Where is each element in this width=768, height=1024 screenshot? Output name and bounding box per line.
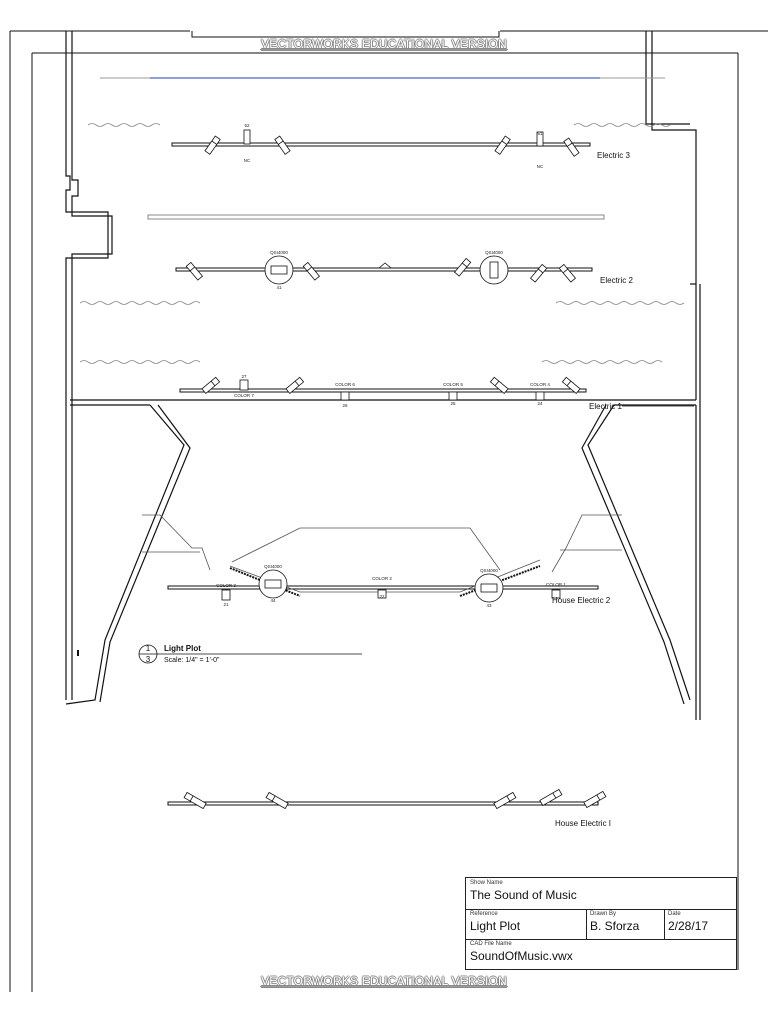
date-label: Date xyxy=(668,911,681,917)
drawing-number: 1 xyxy=(145,644,151,653)
date-value: 2/28/17 xyxy=(668,919,709,933)
hanging-point xyxy=(379,263,391,268)
unit-color: COLOR 2 xyxy=(372,576,392,581)
reference-label: Reference xyxy=(470,911,498,917)
instrument-labels xyxy=(216,123,566,608)
ers-instrument xyxy=(531,264,547,282)
moving-light xyxy=(480,256,508,284)
ers-instrument xyxy=(559,264,575,282)
electric-3-label: Electric 3 xyxy=(597,151,630,160)
show-name-label: Show Name xyxy=(470,880,503,886)
unit-number: 25 xyxy=(450,401,456,406)
house-electric-2-label: House Electric 2 xyxy=(552,596,611,605)
drawing-title: Light Plot xyxy=(164,644,201,653)
unit-mark: QSI4000 xyxy=(480,568,498,573)
drawn-by-label: Drawn By xyxy=(590,911,617,917)
electric-labels xyxy=(552,151,633,828)
unit-number: 43 xyxy=(486,603,492,608)
ers-instrument xyxy=(266,792,288,808)
masking-borders xyxy=(80,124,684,364)
cyc-light xyxy=(222,590,230,600)
cyc-light xyxy=(240,380,248,390)
moving-light xyxy=(259,570,287,598)
cyc-light xyxy=(341,392,349,400)
electric-1-label: Electric 1 xyxy=(589,402,622,411)
unit-number: 44 xyxy=(270,598,276,603)
unit-mark: QSI4000 xyxy=(270,250,288,255)
unit-note: NC xyxy=(536,164,544,169)
ers-instrument xyxy=(494,792,516,808)
unit-color: COLOR 6 xyxy=(335,382,355,387)
moving-light xyxy=(475,574,503,602)
unit-note: NC xyxy=(243,158,251,163)
unit-mark: QSI4000 xyxy=(264,564,282,569)
unit-color: COLOR 4 xyxy=(530,382,550,387)
unit-number: 21 xyxy=(223,602,229,607)
moving-light xyxy=(265,256,293,284)
ers-instrument xyxy=(564,138,579,156)
drawn-by-value: B. Sforza xyxy=(590,919,640,933)
ers-instrument xyxy=(184,792,206,808)
date-cell xyxy=(664,909,738,939)
unit-number: 22 xyxy=(379,594,385,599)
unit-number: 41 xyxy=(276,285,282,290)
unit-color: COLOR 7 xyxy=(234,393,254,398)
unit-color: COLOR 5 xyxy=(443,382,463,387)
cad-file-label: CAD File Name xyxy=(470,941,512,947)
title-block xyxy=(465,877,737,970)
unit-mark: QSI4000 xyxy=(485,250,503,255)
cad-file-cell xyxy=(466,939,738,971)
show-name-value: The Sound of Music xyxy=(470,888,577,902)
watermark-top: VECTORWORKS EDUCATIONAL VERSION xyxy=(261,37,507,51)
house-electric-1-label: House Electric I xyxy=(555,819,612,828)
drawing-label xyxy=(139,644,362,664)
reference-cell xyxy=(466,909,586,939)
ers-instrument xyxy=(455,258,471,276)
drawing-scale: Scale: 1/4" = 1'-0" xyxy=(164,657,220,664)
sheet-number: 3 xyxy=(145,655,151,664)
unit-number: 27 xyxy=(241,374,247,379)
cyc-light xyxy=(536,392,544,400)
electric-2-label: Electric 2 xyxy=(600,276,633,285)
sheet-border xyxy=(10,31,768,992)
cyc-light xyxy=(449,392,457,400)
lighting-instruments xyxy=(184,130,606,809)
unit-color: COLOR 1 xyxy=(546,582,566,587)
unit-number: 24 xyxy=(537,401,543,406)
unit-number: 26 xyxy=(342,403,348,408)
show-name-cell xyxy=(466,878,738,909)
cad-file-value: SoundOfMusic.vwx xyxy=(470,949,573,963)
stage-walls xyxy=(66,31,700,720)
reference-value: Light Plot xyxy=(470,919,521,933)
unit-number: 51 xyxy=(537,131,543,136)
par-instrument xyxy=(244,130,250,144)
drawn-by-cell xyxy=(586,909,664,939)
watermark-bottom: VECTORWORKS EDUCATIONAL VERSION xyxy=(261,974,507,988)
unit-number: 52 xyxy=(244,123,250,128)
unit-color: COLOR 3 xyxy=(216,583,236,588)
